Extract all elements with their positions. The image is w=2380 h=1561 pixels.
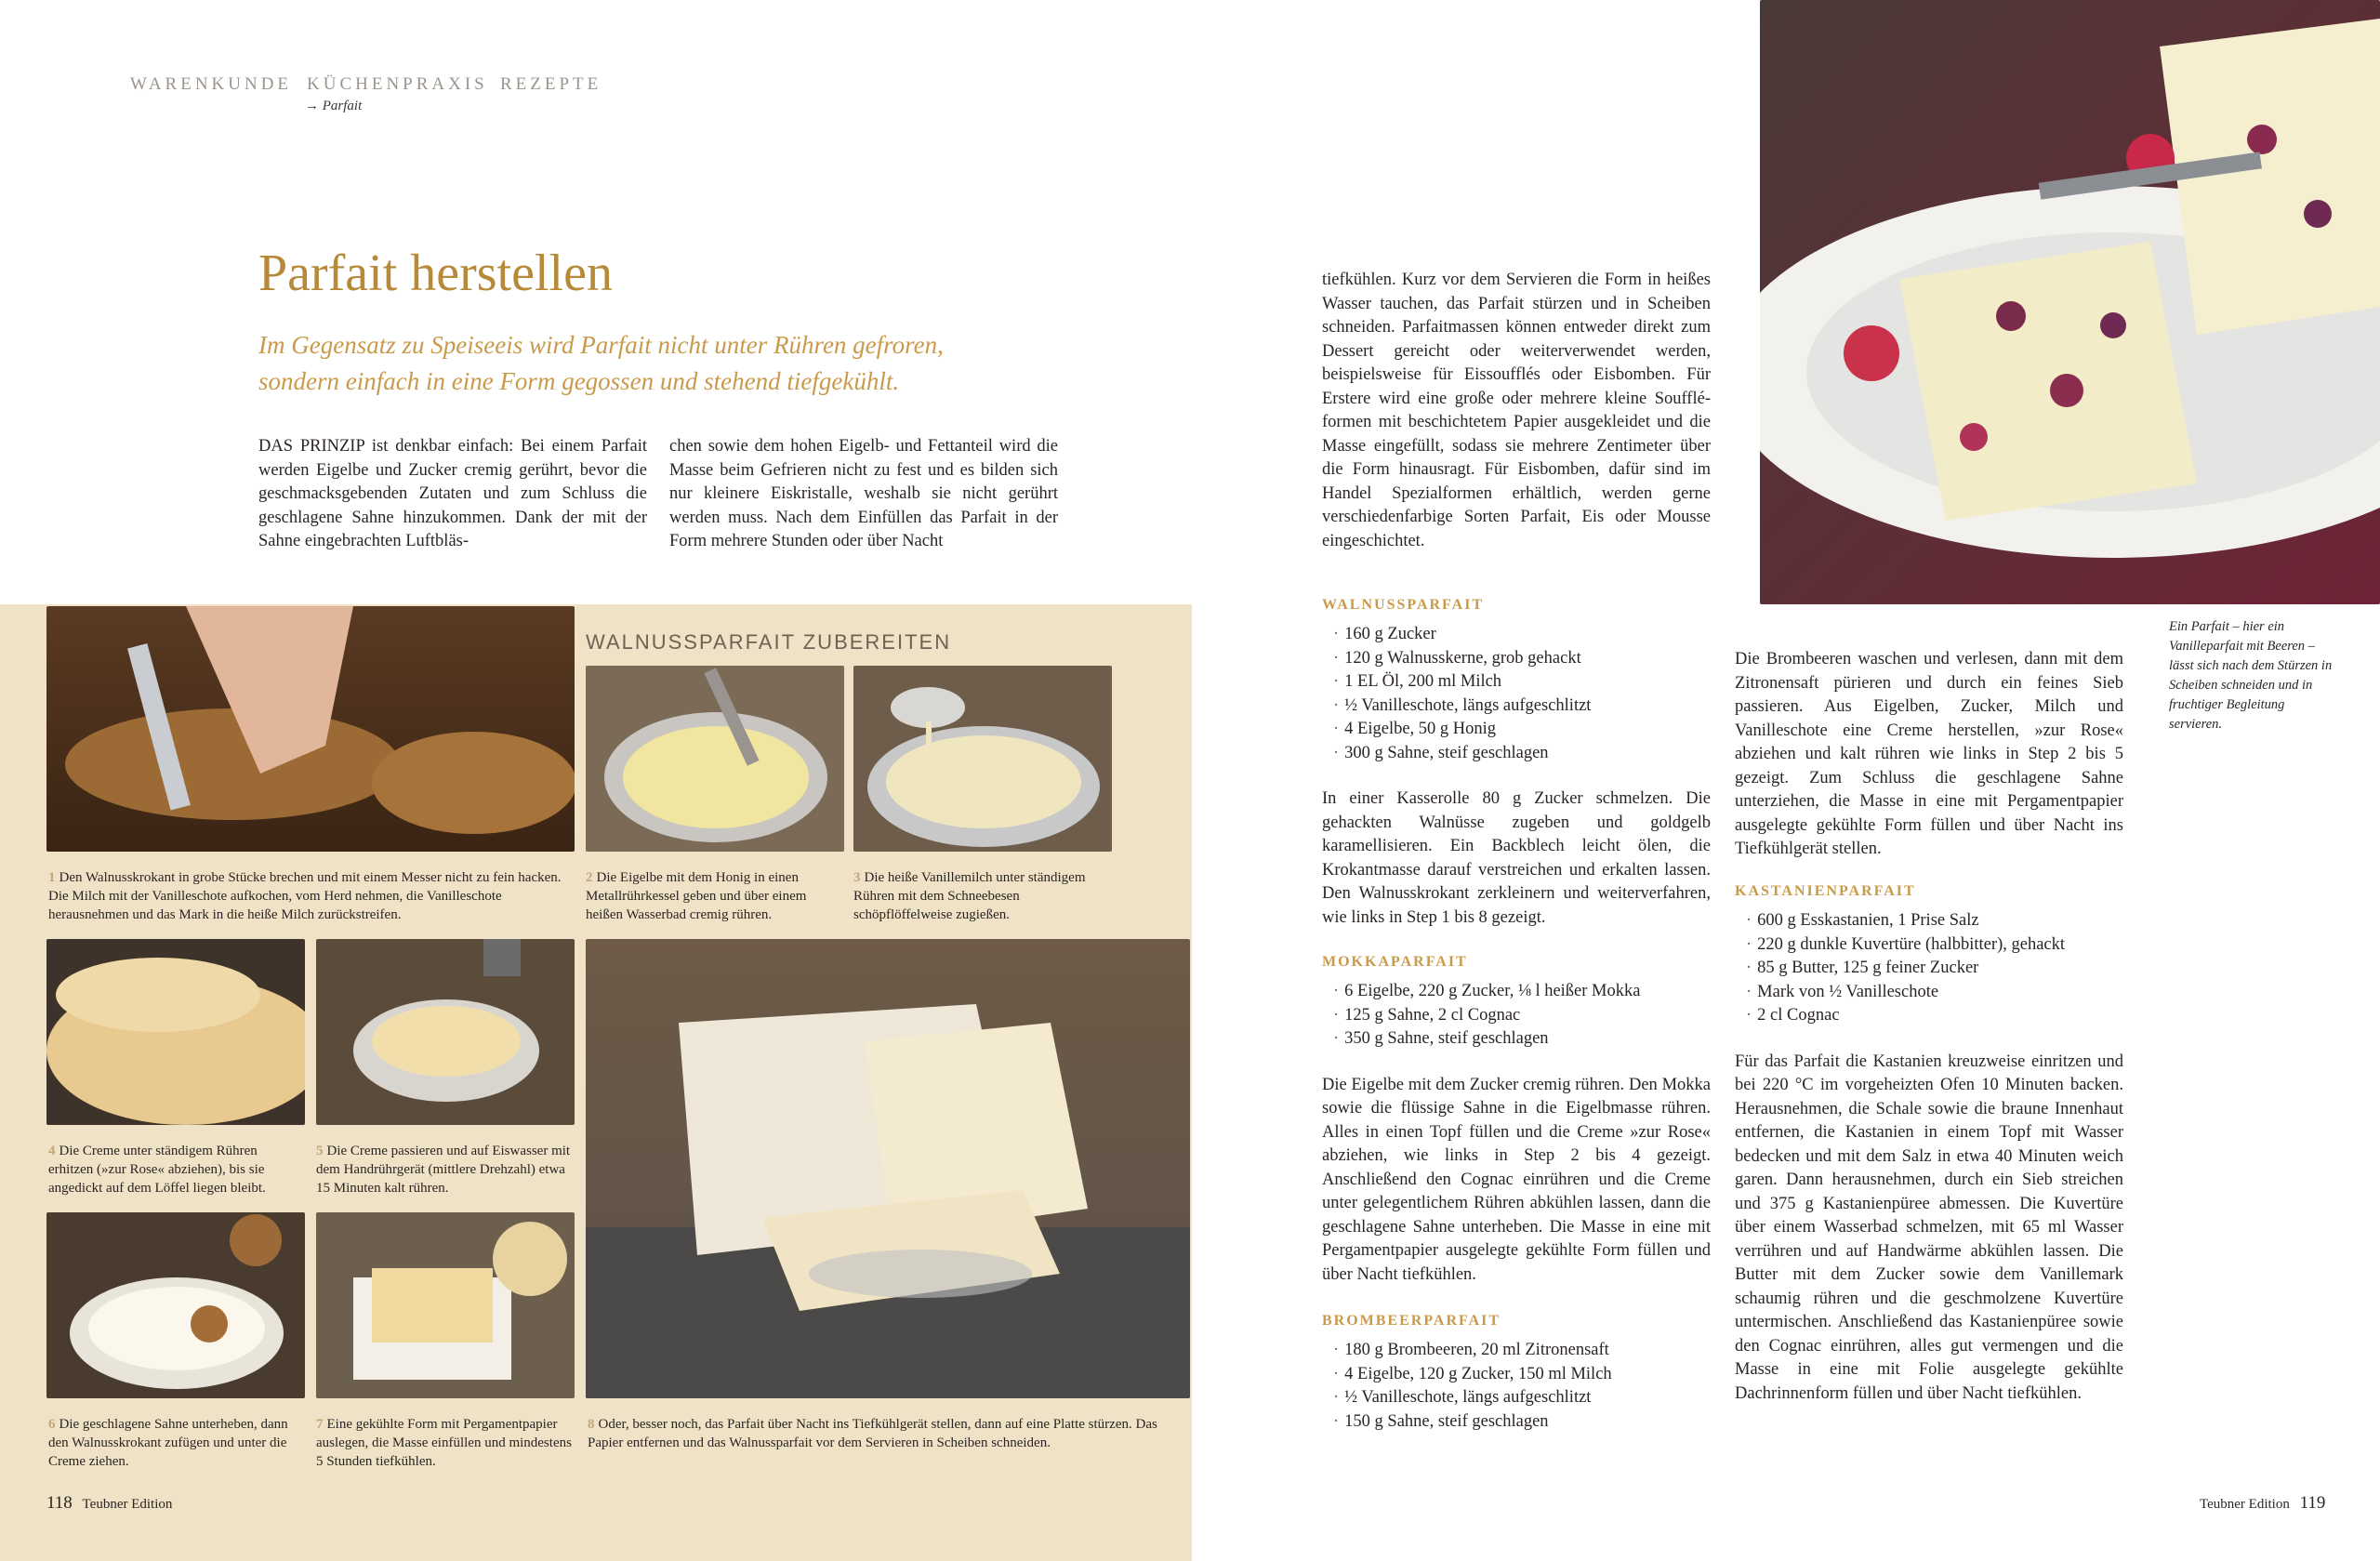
ingredient: · ½ Vanilleschote, längs aufgeschlitzt: [1333, 1386, 1711, 1410]
step-7-photo: [316, 1212, 575, 1398]
ingredient: · 85 g Butter, 125 g feiner Zucker: [1746, 957, 2123, 981]
recipe-method: Für das Parfait die Kastanien kreuzweise einritzen und bei 220 °C im vorgeheizten Ofen 10 Minuten backen. Herausnehmen, die Schale sowie die braune Innenhaut entfernen, die Kastanien in einem Topf mit Wasser bedecken und mit dem Salz in etwa 40 Minuten weich garen. Dann herausnehmen, durch ein Sieb streichen und 375 g Kastanienpüree abmessen. Die Kuvertüre über einem Wasserbad schmelzen, mit 65 ml Wasser verrühren und auf Handwärme abkühlen lassen. Die Butter mit dem Zucker sowie dem Vanillemark schaumig rühren und die geschmolzene Kuvertüre untermischen. Anschließend das Kastanienpüree sowie den Cognac einrühren, alles gut vermengen und die Masse in eine mit Folie ausgelegte gekühlte Dachrinnenform füllen und über Nacht tiefkühlen.: [1735, 1052, 2123, 1403]
nav-tab-rezepte[interactable]: REZEPTE: [500, 74, 602, 94]
ingredient: · Mark von ½ Vanilleschote: [1746, 981, 2123, 1005]
step-2-caption: [586, 868, 844, 924]
ingredient-list: [1322, 1339, 1711, 1434]
step-text: Die Eigelbe mit dem Honig in einen Metallrührkessel geben und über einem heißen Wasserbad cremig rühren.: [586, 870, 807, 922]
steps-heading: WALNUSSPARFAIT ZUBEREITEN: [586, 630, 952, 654]
step-2-photo: [586, 666, 844, 852]
ingredient: · 125 g Sahne, 2 cl Cognac: [1333, 1004, 1711, 1028]
recipe-heading: WALNUSSPARFAIT: [1322, 597, 1485, 613]
ingredient: · 150 g Sahne, steif geschlagen: [1333, 1410, 1711, 1435]
intro-column-2: chen sowie dem hohen Eigelb- und Fettanteil wird die Masse beim Gefrieren nicht zu fest und es bilden sich nur kleinere Eiskristalle, weshalb sie nicht gerührt werden muss. Nach dem Einfüllen das Parfait in der Form mehrere Stunden oder über Nacht: [669, 437, 1058, 550]
step-4-caption: [48, 1142, 305, 1197]
ingredient: · 300 g Sahne, steif geschlagen: [1333, 742, 1711, 766]
step-1-photo: [46, 606, 575, 852]
step-7-caption: [316, 1415, 575, 1471]
page-number-left: [46, 1493, 172, 1514]
step-text: Die Creme passieren und auf Eiswasser mit dem Handrührgerät (mittlere Drehzahl) etwa 15 Minuten kalt rühren.: [316, 1144, 571, 1196]
step-5-photo: [316, 939, 575, 1125]
recipe-heading: BROMBEERPARFAIT: [1322, 1313, 1501, 1329]
step-number: 3: [853, 870, 861, 885]
ingredient: · 350 g Sahne, steif geschlagen: [1333, 1027, 1711, 1052]
ingredient: · 600 g Esskastanien, 1 Prise Salz: [1746, 909, 2123, 933]
step-5-caption: [316, 1142, 575, 1197]
step-number: 4: [48, 1144, 56, 1158]
step-number: 1: [48, 870, 56, 885]
step-text: Die heiße Vanillemilch unter ständigem Rühren mit dem Schneebesen schöpflöffelweise zugießen.: [853, 870, 1086, 922]
lead-text: Im Gegensatz zu Speiseeis wird Parfait nicht unter Rühren gefroren, sondern einfach in eine Form gegossen und stehend tiefgekühlt.: [258, 331, 944, 395]
ingredient: · ½ Vanilleschote, längs aufgeschlitzt: [1333, 695, 1711, 719]
ingredient: · 4 Eigelbe, 50 g Honig: [1333, 718, 1711, 742]
ingredient: · 220 g dunkle Kuvertüre (halbbitter), gehackt: [1746, 933, 2123, 958]
recipe-heading: MOKKAPARFAIT: [1322, 954, 1468, 970]
step-number: 6: [48, 1417, 56, 1432]
ingredient: · 120 g Walnusskerne, grob gehackt: [1333, 647, 1711, 671]
step-4-photo: [46, 939, 305, 1125]
recipe-walnussparfait: [1322, 597, 1711, 930]
step-6-caption: [48, 1415, 305, 1471]
page-number: 119: [2299, 1493, 2326, 1513]
intro-column-1: DAS PRINZIP ist denkbar einfach: Bei einem Parfait werden Eigelbe und Zucker cremig gerührt, bevor die geschmacksgebenden Zutaten und zum Schluss die geschlagene Sahne hinzukommen. Dank der mit der Sahne eingebrachten Luftbläs-: [258, 437, 647, 550]
step-number: 7: [316, 1417, 324, 1432]
step-8-photo: [586, 939, 1190, 1398]
recipe-heading: KASTANIENPARFAIT: [1735, 883, 1916, 899]
ingredient: · 2 cl Cognac: [1746, 1004, 2123, 1028]
nav-tab-warenkunde[interactable]: WARENKUNDE: [130, 74, 293, 94]
step-number: 5: [316, 1144, 324, 1158]
step-6-photo: [46, 1212, 305, 1398]
nav-tab-kuechenpraxis[interactable]: KÜCHENPRAXIS: [307, 74, 488, 94]
recipe-brombeerparfait: [1322, 1313, 1711, 1434]
step-number: 8: [588, 1417, 595, 1432]
page-title: Parfait herstellen: [258, 245, 613, 302]
breadcrumb: → Parfait: [305, 99, 363, 113]
ingredient-list: [1735, 909, 2123, 1028]
ingredient: · 6 Eigelbe, 220 g Zucker, ⅛ l heißer Mokka: [1333, 980, 1711, 1004]
step-3-caption: [853, 868, 1112, 924]
ingredient: · 1 EL Öl, 200 ml Milch: [1333, 670, 1711, 695]
step-text: Die geschlagene Sahne unterheben, dann den Walnusskrokant zufügen und unter die Creme ziehen.: [48, 1417, 288, 1469]
step-number: 2: [586, 870, 593, 885]
hero-photo-caption: Ein Parfait – hier ein Vanilleparfait mit Beeren – lässt sich nach dem Stürzen in Scheiben schneiden und in fruchtiger Begleitung servieren.: [2169, 619, 2333, 732]
step-text: Den Walnusskrokant in grobe Stücke brechen und mit einem Messer nicht zu fein hacken. Die Milch mit der Vanilleschote aufkochen, vom Herd nehmen, die Vanilleschote herausnehmen und das Mark in die heiße Milch zurückstreifen.: [48, 870, 562, 922]
step-text: Eine gekühlte Form mit Pergamentpapier auslegen, die Masse einfüllen und mindestens 5 Stunden tiefkühlen.: [316, 1417, 572, 1469]
step-text: Die Creme unter ständigem Rühren erhitzen (»zur Rose« abziehen), bis sie angedickt auf dem Löffel liegen bleibt.: [48, 1144, 266, 1196]
step-1-caption: [48, 868, 569, 924]
ingredient: · 160 g Zucker: [1333, 623, 1711, 647]
step-text: Oder, besser noch, das Parfait über Nacht ins Tiefkühlgerät stellen, dann auf eine Platte stürzen. Das Papier entfernen und das Walnussparfait vor dem Servieren in Scheiben schneiden.: [588, 1417, 1157, 1450]
ingredient-list: [1322, 623, 1711, 765]
step-8-caption: [588, 1415, 1183, 1452]
recipe-mokkaparfait: [1322, 954, 1711, 1287]
page-number-right: [2200, 1493, 2325, 1514]
step-3-photo: [853, 666, 1112, 852]
ingredient-list: [1322, 980, 1711, 1052]
recipe-kastanienparfait: [1735, 883, 2123, 1406]
edition-label: Teubner Edition: [2200, 1497, 2290, 1512]
brombeer-method: Die Brombeeren waschen und verlesen, dann mit dem Zitronensaft pürieren und durch ein feines Sieb passieren. Aus Eigelben, Zucker, Milch und Vanilleschote eine Creme herstellen, »zur Rose« abziehen und kalt rühren wie links in Step 2 bis 5 gezeigt. Zum Schluss die geschlagene Sahne unterziehen, die Masse in eine mit Pergamentpapier ausgelegte gekühlte Form füllen und über Nacht ins Tiefkühlgerät stellen.: [1735, 650, 2123, 858]
recipe-method: Die Eigelbe mit dem Zucker cremig rühren. Den Mokka sowie die flüssige Sahne in die Eigelbmasse rühren. Alles in einen Topf füllen und die Creme »zur Rose« abziehen, wie links in Step 2 bis 4 gezeigt. Anschließend den Cognac einrühren und die Creme unter gelegentlichem Rühren abkühlen lassen, dann die geschlagene Sahne unterheben. Die Masse in eine mit Pergamentpapier ausgelegte gekühlte Form füllen und über Nacht tiefkühlen.: [1322, 1075, 1711, 1284]
intro-column-3: tiefkühlen. Kurz vor dem Servieren die Form in heißes Wasser tauchen, das Parfait stürzen und in Scheiben schneiden. Parfaitmassen können entweder direkt zum Dessert gereicht oder weiterverwendet werden, beispielsweise für Eissoufflés oder Eisbomben. Für Erstere wird eine große oder mehrere kleine Souffléformen mit beschichtetem Papier ausgekleidet und die Masse eingefüllt, sodass sie mehrere Zentimeter über die Form hinausragt. Für Eisbomben, dafür sind im Handel Spezialformen erhältlich, werden gerne verschiedenfarbige Sorten Parfait, Eis oder Mousse eingeschichtet.: [1322, 271, 1711, 550]
recipe-method: In einer Kasserolle 80 g Zucker schmelzen. Die gehackten Walnüsse zugeben und goldgelb karamellisieren. Ein Backblech leicht ölen, die Krokantmasse darauf verstreichen und erkalten lassen. Den Walnusskrokant zerkleinern und weiterverfahren, wie links in Step 1 bis 8 gezeigt.: [1322, 789, 1711, 927]
page-number: 118: [46, 1493, 73, 1513]
hero-photo: [1760, 0, 2380, 604]
edition-label: Teubner Edition: [82, 1497, 173, 1512]
ingredient: · 4 Eigelbe, 120 g Zucker, 150 ml Milch: [1333, 1363, 1711, 1387]
ingredient: · 180 g Brombeeren, 20 ml Zitronensaft: [1333, 1339, 1711, 1363]
